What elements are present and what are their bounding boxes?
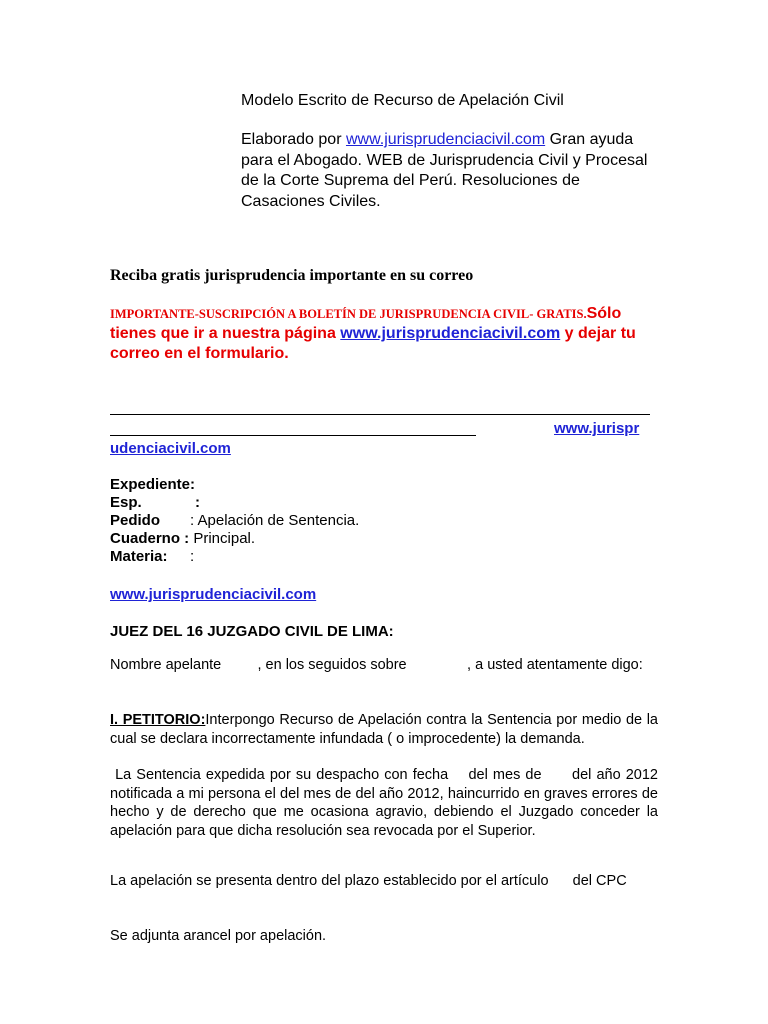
- expediente-label: Expediente:: [110, 476, 196, 493]
- promo-paragraph: [110, 304, 650, 364]
- intro-prefix: Elaborado por: [241, 131, 346, 148]
- document-title: Modelo Escrito de Recurso de Apelación Civil: [241, 92, 564, 109]
- materia-value: :: [190, 548, 195, 565]
- promo-small-text: IMPORTANTE-SUSCRIPCIÓN A BOLETÍN DE JURISPRUDENCIA CIVIL- GRATIS.: [110, 307, 587, 321]
- field-expediente: [110, 476, 195, 493]
- paragraph-arancel: Se adjunta arancel por apelación.: [110, 928, 327, 944]
- site-link-part-b[interactable]: udenciacivil.com: [110, 440, 231, 457]
- paragraph-petitorio: [110, 711, 658, 748]
- divider-line-short: [110, 435, 476, 436]
- pedido-value: : Apelación de Sentencia.: [190, 512, 360, 529]
- field-cuaderno: [110, 530, 255, 547]
- intro-suffix: Gran ayuda para el Abogado. WEB de Jurisprudencia Civil y Procesal de la Corte Suprema del Perú. Resoluciones de Casaciones Civiles.: [241, 131, 648, 210]
- promo-suffix: y dejar tu correo en el formulario.: [110, 325, 636, 362]
- promo-site-link[interactable]: www.jurisprudenciacivil.com: [340, 325, 561, 342]
- petitorio-label: I. PETITORIO:: [110, 712, 206, 728]
- esp-label: Esp.: [110, 494, 142, 511]
- subscribe-heading: Reciba gratis jurisprudencia importante en su correo: [110, 267, 474, 284]
- site-link[interactable]: www.jurisprudenciacivil.com: [110, 586, 317, 603]
- intro-paragraph: [241, 130, 661, 212]
- intro-site-link[interactable]: www.jurisprudenciacivil.com: [345, 131, 546, 148]
- site-link-part-a[interactable]: www.jurispr: [554, 420, 640, 437]
- field-esp: [110, 494, 200, 511]
- promo-big-text: Sólo tienes que ir a nuestra página: [110, 305, 622, 342]
- paragraph-plazo: La apelación se presenta dentro del plazo establecido por el artículo del CPC: [110, 873, 627, 889]
- esp-colon: :: [195, 494, 200, 511]
- judge-heading: JUEZ DEL 16 JUZGADO CIVIL DE LIMA:: [110, 623, 394, 640]
- cuaderno-label: Cuaderno :: [110, 530, 190, 547]
- petitorio-text: Interpongo Recurso de Apelación contra la Sentencia por medio de la cual se declara incorrectamente infundada ( o improcedente) la demanda.: [110, 712, 658, 747]
- paragraph-sentencia: La Sentencia expedida por su despacho con fecha del mes de del año 2012 notificada a mi persona el del mes de del año 2012, haincurrido en graves errores de hecho y de derecho que me ocasiona agravio, debiendo el Juzgado conceder la apelación para que dicha resolución sea revocada por el Superior.: [110, 767, 663, 839]
- pedido-label: Pedido: [110, 512, 161, 529]
- field-materia: [110, 548, 195, 565]
- cuaderno-value: Principal.: [189, 530, 256, 547]
- divider-line: [110, 414, 650, 415]
- field-pedido: [110, 512, 360, 529]
- paragraph-apelante: Nombre apelante , en los seguidos sobre , a usted atentamente digo:: [110, 657, 643, 673]
- materia-label: Materia:: [110, 548, 168, 565]
